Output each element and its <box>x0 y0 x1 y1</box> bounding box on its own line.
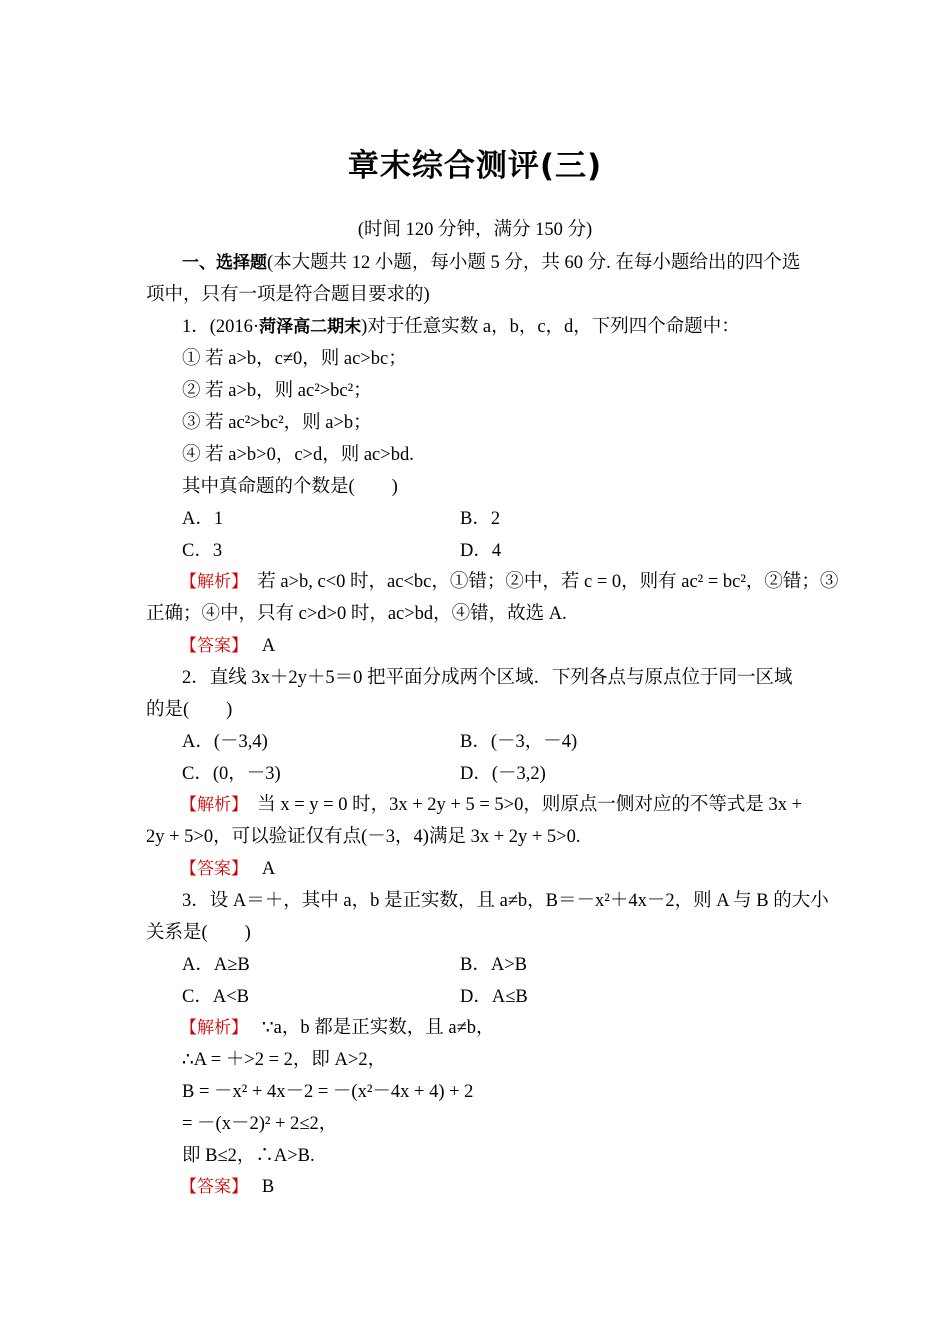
q1-answer-value: A <box>261 636 276 656</box>
q1-analysis-text: 若 a>b, c<0 时，ac<bc，①错；②中，若 c = 0，则有 ac² = bc²，②错；③ <box>257 572 839 592</box>
q1-ask: 其中真命题的个数是( ) <box>182 477 398 497</box>
q3-option-c: C．A<B <box>182 987 249 1007</box>
q1-analysis-cont: 正确；④中，只有 c>d>0 时，ac>bd，④错，故选 A. <box>146 604 567 624</box>
q1-proposition-1: ① 若 a>b，c≠0，则 ac>bc； <box>182 349 407 369</box>
q2-analysis-text: 当 x = y = 0 时，3x + 2y + 5 = 5>0，则原点一侧对应的不等式是 3x + <box>257 795 803 815</box>
q1-option-a: A．1 <box>182 509 224 529</box>
q2-answer-value: A <box>261 859 276 879</box>
q3-stem: 3．设 A＝＋，其中 a，b 是正实数，且 a≠b，B＝－x²＋4x－2，则 A 与 B 的大小 <box>182 891 829 911</box>
analysis-label: 【解析】 <box>180 1018 248 1038</box>
q2-analysis <box>180 793 802 817</box>
q1-stem <box>182 315 740 339</box>
q1-answer <box>180 634 275 658</box>
section-desc-cont: 项中，只有一项是符合题目要求的) <box>146 285 430 305</box>
q2-stem-cont: 的是( ) <box>146 700 233 720</box>
q1-source: 菏泽高二期末 <box>259 317 362 337</box>
q3-derivation-4: 即 B≤2，∴A>B. <box>182 1146 315 1166</box>
q1-proposition-4: ④ 若 a>b>0，c>d，则 ac>bd. <box>182 445 414 465</box>
q2-stem: 2．直线 3x＋2y＋5＝0 把平面分成两个区域．下列各点与原点位于同一区域 <box>182 668 793 688</box>
q1-option-c: C．3 <box>182 541 223 561</box>
q3-answer <box>180 1175 274 1199</box>
q2-option-a: A．(－3,4) <box>182 732 268 752</box>
q1-option-d: D．4 <box>460 541 502 561</box>
answer-label: 【答案】 <box>180 1177 248 1197</box>
q2-answer <box>180 857 275 881</box>
q3-derivation-2: B = －x² + 4x－2 = －(x²－4x + 4) + 2 <box>182 1082 474 1102</box>
q1-num: 1．(2016· <box>182 317 260 337</box>
answer-label: 【答案】 <box>180 859 248 879</box>
q3-option-b: B．A>B <box>460 955 527 975</box>
q3-option-d: D．A≤B <box>460 987 528 1007</box>
section-desc: (本大题共 12 小题，每小题 5 分，共 60 分. 在每小题给出的四个选 <box>267 253 801 273</box>
section-heading <box>182 251 800 275</box>
q1-proposition-2: ② 若 a>b，则 ac²>bc²； <box>182 381 372 401</box>
q2-option-b: B．(－3，－4) <box>460 732 578 752</box>
page-title: 章末综合测评(三) <box>347 148 603 184</box>
q2-analysis-cont: 2y + 5>0，可以验证仅有点(－3，4)满足 3x + 2y + 5>0. <box>146 827 581 847</box>
q2-option-d: D．(－3,2) <box>460 764 546 784</box>
q3-option-a: A．A≥B <box>182 955 250 975</box>
answer-label: 【答案】 <box>180 636 248 656</box>
q3-derivation-3: = －(x－2)² + 2≤2， <box>182 1114 338 1134</box>
q3-analysis-text: ∵a，b 都是正实数，且 a≠b， <box>261 1018 495 1038</box>
subtitle: (时间 120 分钟，满分 150 分) <box>357 220 593 240</box>
q1-option-b: B．2 <box>460 509 501 529</box>
q2-option-c: C．(0，－3) <box>182 764 281 784</box>
analysis-label: 【解析】 <box>180 572 248 592</box>
analysis-label: 【解析】 <box>180 795 248 815</box>
q3-stem-cont: 关系是( ) <box>146 923 251 943</box>
q1-analysis <box>180 570 838 594</box>
q1-proposition-3: ③ 若 ac²>bc²，则 a>b； <box>182 413 372 433</box>
q3-answer-value: B <box>261 1177 275 1197</box>
section-label: 一、选择题 <box>182 253 267 273</box>
q3-analysis <box>180 1016 494 1040</box>
q3-derivation-1: ∴A = ＋>2 = 2，即 A>2， <box>182 1050 387 1070</box>
q1-stem-text: )对于任意实数 a，b，c，d，下列四个命题中： <box>361 317 740 337</box>
